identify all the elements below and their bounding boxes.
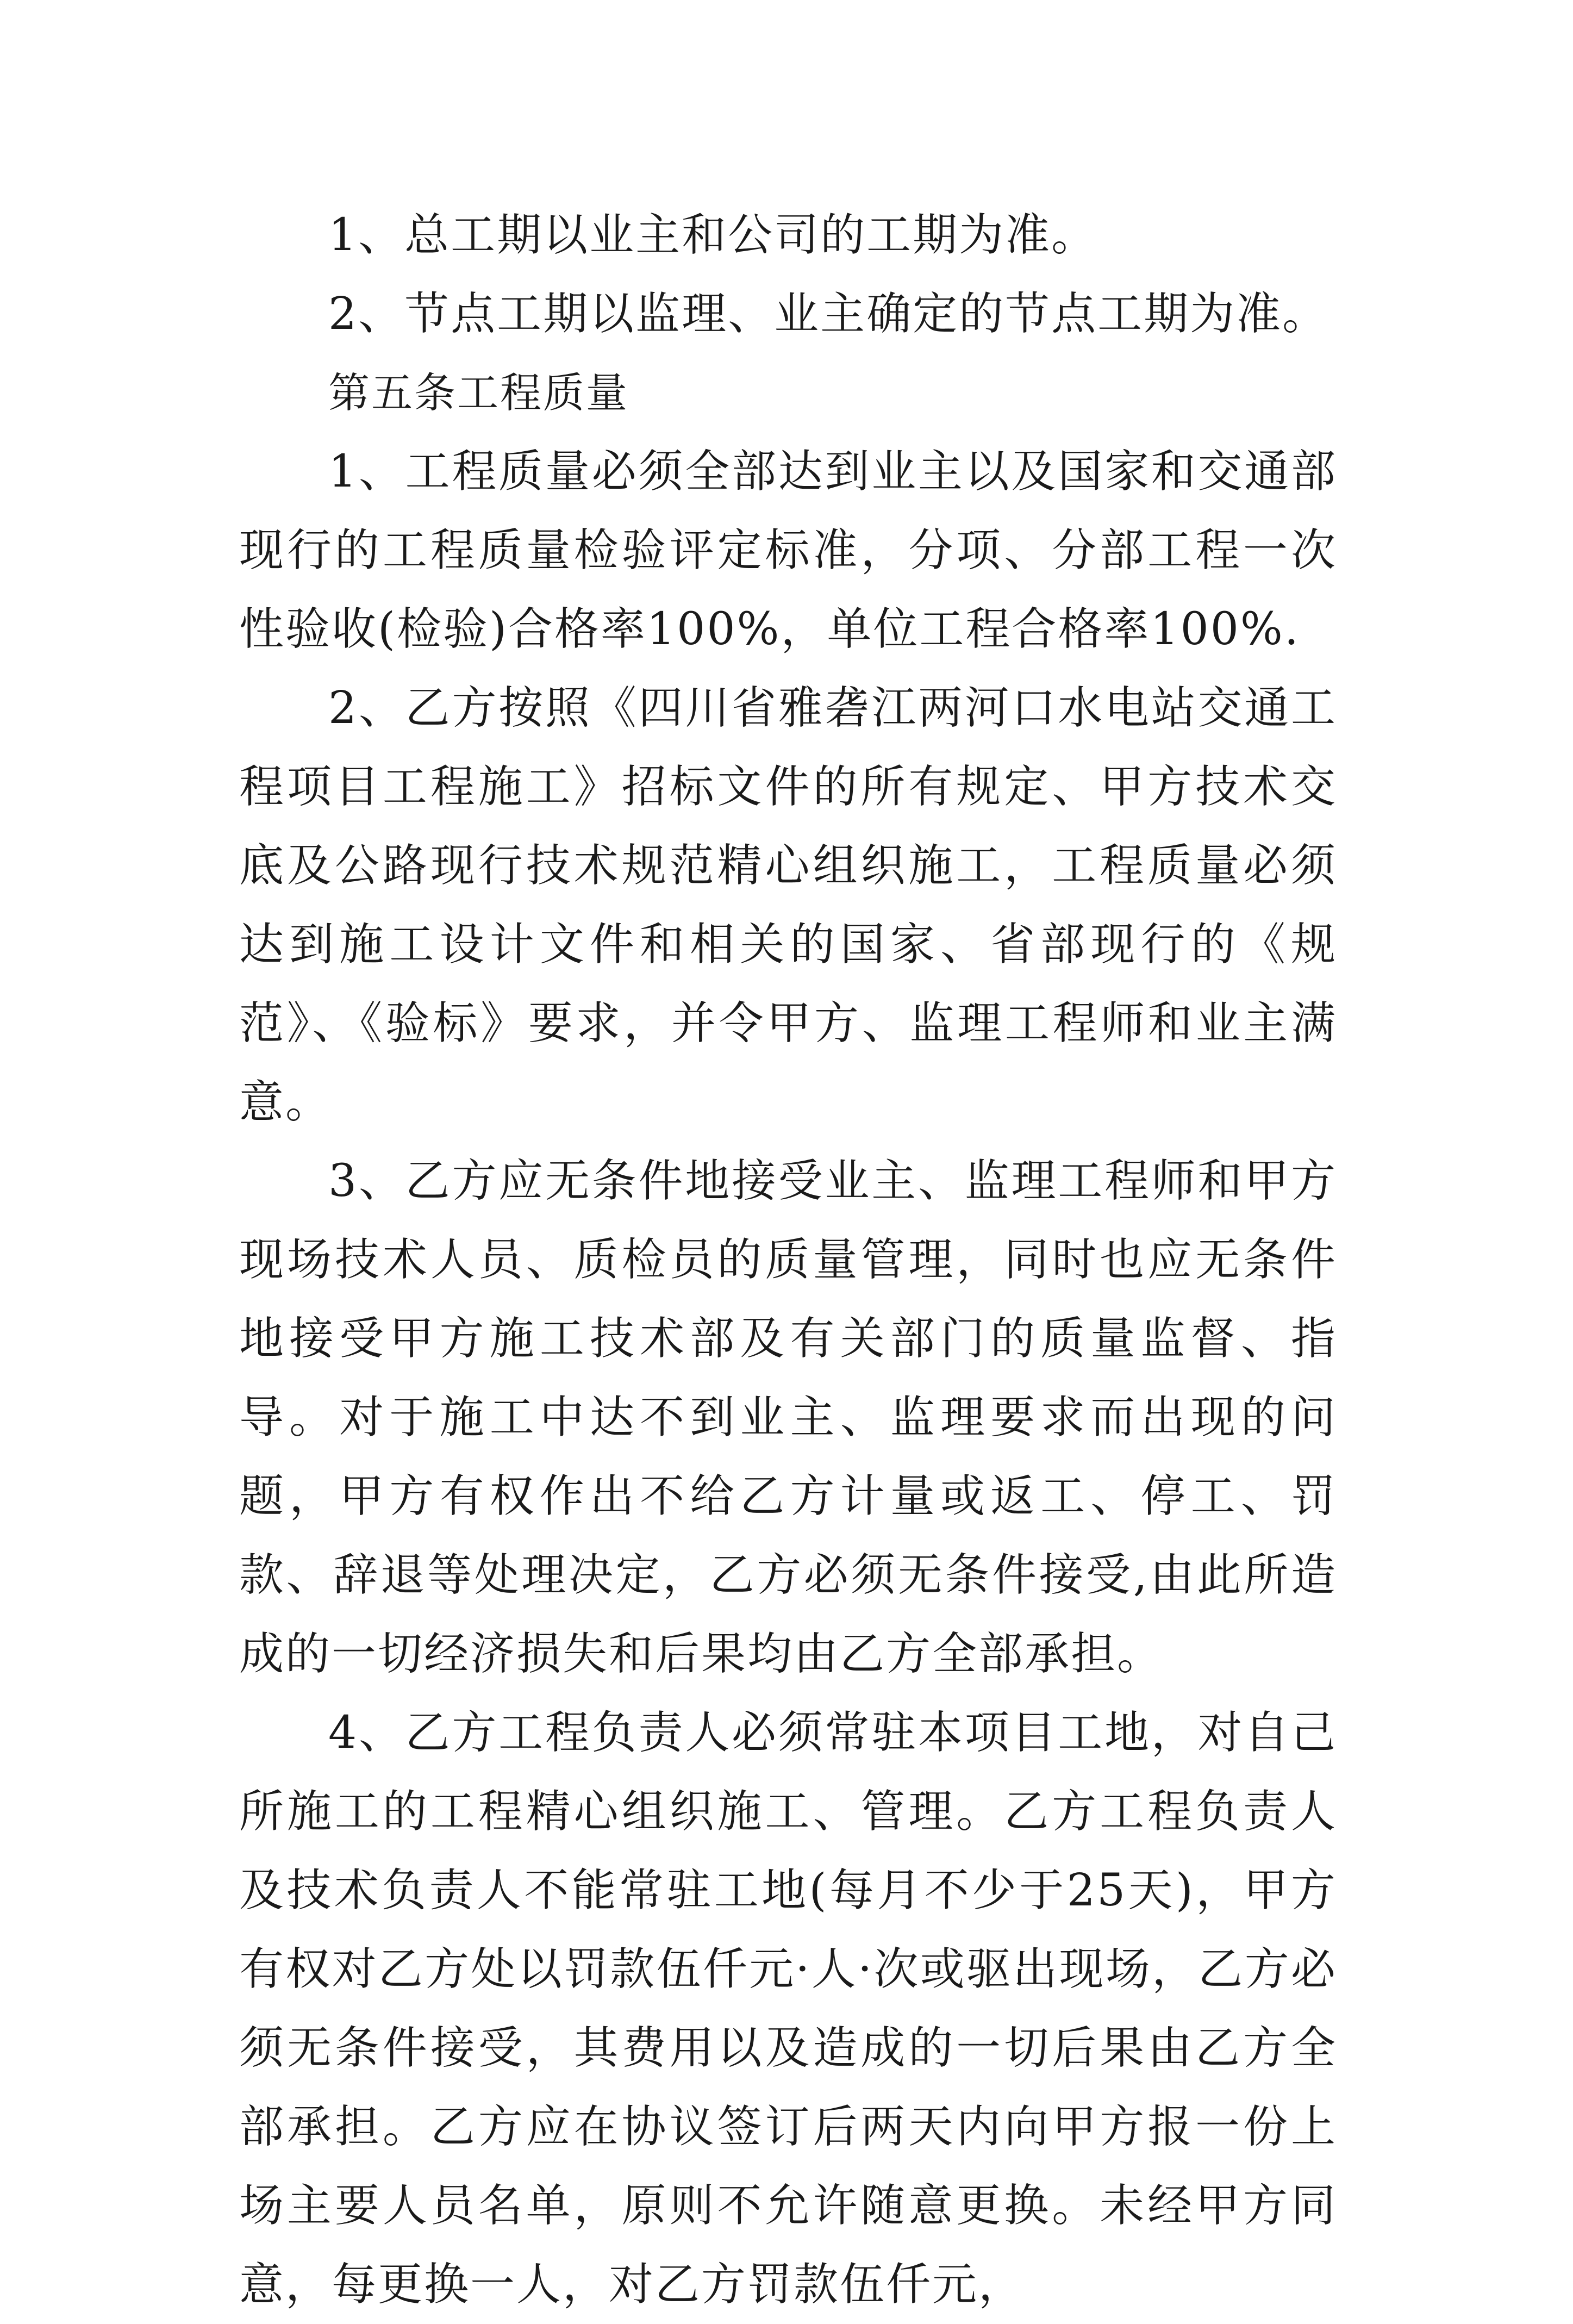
paragraph-quality-1: 1、工程质量必须全部达到业主以及国家和交通部现行的工程质量检验评定标准，分项、分部工程一次性验收(检验)合格率100%，单位工程合格率100%.	[239, 446, 1337, 655]
paragraph-node-schedule: 2、节点工期以监理、业主确定的节点工期为准。	[328, 288, 1329, 340]
paragraph-quality-2: 2、乙方按照《四川省雅砻江两河口水电站交通工程项目工程施工》招标文件的所有规定、甲方技术交底及公路现行技术规范精心组织施工，工程质量必须达到施工设计文件和相关的国家、省部现行的《规范》、《验标》要求，并令甲方、监理工程师和业主满意。	[239, 682, 1337, 1128]
paragraph-total-schedule: 1、总工期以业主和公司的工期为准。	[328, 209, 1098, 261]
document-body	[239, 196, 1337, 2324]
paragraph-quality-4: 4、乙方工程负责人必须常驻本项目工地，对自己所施工的工程精心组织施工、管理。乙方工程负责人及技术负责人不能常驻工地(每月不少于25天)，甲方有权对乙方处以罚款伍仟元·人·次或驱出现场，乙方必须无条件接受，其费用以及造成的一切后果由乙方全部承担。乙方应在协议签订后两天内向甲方报一份上场主要人员名单，原则不允许随意更换。未经甲方同意，每更换一人，对乙方罚款伍仟元，	[239, 1707, 1337, 2310]
paragraph-quality-3: 3、乙方应无条件地接受业主、监理工程师和甲方现场技术人员、质检员的质量管理，同时也应无条件地接受甲方施工技术部及有关部门的质量监督、指导。对于施工中达不到业主、监理要求而出现的问题，甲方有权作出不给乙方计量或返工、停工、罚款、辞退等处理决定，乙方必须无条件接受,由此所造成的一切经济损失和后果均由乙方全部承担。	[239, 1155, 1337, 1680]
section-heading-quality: 第五条工程质量	[328, 369, 629, 417]
